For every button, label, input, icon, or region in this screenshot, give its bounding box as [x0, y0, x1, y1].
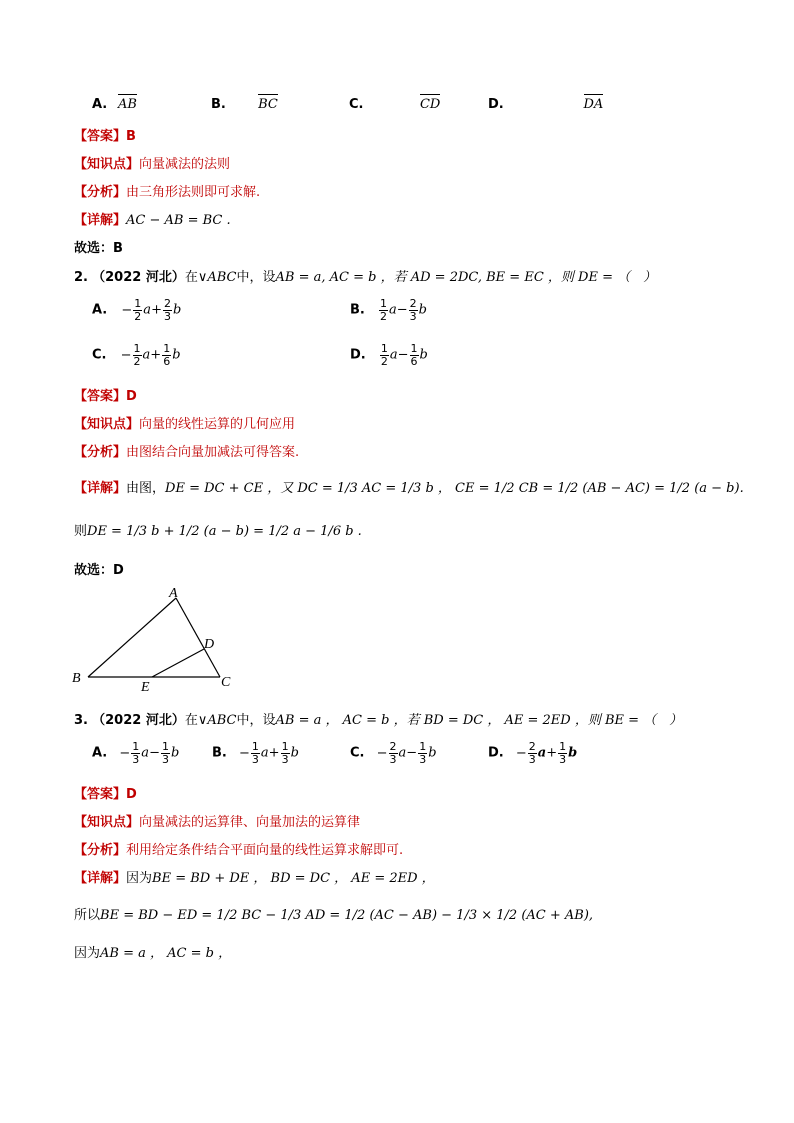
- q3-number: 3.: [74, 713, 88, 728]
- q2-then-label: 则: [74, 524, 88, 539]
- q1-choice-row: [74, 237, 123, 256]
- q3-option-d: [488, 741, 577, 765]
- q2-option-b: [350, 298, 427, 322]
- point-a-label: A: [169, 586, 178, 601]
- q1-analysis-row: [74, 181, 260, 200]
- q1-choice-label: 故选：: [74, 241, 114, 256]
- point-b-label: B: [72, 671, 81, 686]
- q1-detail-label: 【详解】: [74, 213, 127, 228]
- q3-option-a-var1: a: [141, 745, 150, 761]
- q3-option-c-coef2: $\frac{1}{3}$: [419, 740, 427, 766]
- q2-source: （2022 河北）: [92, 270, 185, 285]
- q3-detail-label: 【详解】: [74, 871, 127, 886]
- q2-stem-prefix: 在: [184, 270, 198, 285]
- segment-ed: [152, 649, 204, 677]
- q3-detail-line1: BE = BD + DE ， BD = DC ， AE = 2ED ，: [152, 871, 435, 886]
- point-c-label: C: [221, 675, 231, 690]
- q3-option-d-coef1: $\frac{2}{3}$: [528, 740, 536, 766]
- q3-detail-row-2: [74, 904, 593, 923]
- q3-option-a-sign2: −: [149, 745, 160, 761]
- q3-option-c: [350, 741, 437, 765]
- q2-triangle: ∨ABC: [197, 270, 237, 285]
- q1-option-a-expr: AB: [118, 97, 137, 112]
- q2-stem-mid: 中，设: [236, 270, 276, 285]
- q2-knowledge-label: 【知识点】: [74, 417, 140, 432]
- q2-option-d-coef2: $\frac{1}{6}$: [410, 342, 418, 368]
- q3-option-c-sign1: −: [376, 745, 388, 761]
- q2-option-d-sign2: −: [397, 347, 409, 363]
- q3-option-c-sign2: −: [406, 745, 418, 761]
- q3-option-b-sign2: +: [268, 745, 280, 761]
- q2-option-d-coef1: $\frac{1}{2}$: [380, 342, 388, 368]
- q3-stem-mid: 中，设: [236, 713, 276, 728]
- q1-option-a-letter: A.: [92, 97, 108, 112]
- q3-option-d-sign1: −: [515, 745, 527, 761]
- q3-option-a-coef1: $\frac{1}{3}$: [132, 740, 140, 766]
- q3-detail-line3: AB = a ， AC = b ，: [100, 946, 232, 961]
- q2-option-d-var1: a: [389, 347, 398, 363]
- q1-knowledge: 向量减法的法则: [139, 157, 231, 172]
- q3-stem-prefix: 在: [184, 713, 198, 728]
- q3-knowledge: 向量减法的运算律、向量加法的运算律: [139, 815, 361, 830]
- q1-option-d-letter: D.: [488, 97, 504, 112]
- q2-option-a-var2: b: [172, 302, 182, 318]
- q3-option-a-sign1: −: [119, 745, 131, 761]
- q3-detail-line2: BE = BD − ED = 1/2 BC − 1/3 AD = 1/2 (AC − AB) − 1/3 × 1/2 (AC + AB),: [100, 908, 594, 923]
- q3-option-b-var1: a: [260, 745, 269, 761]
- q2-choice: D: [113, 563, 124, 578]
- q2-answer: D: [126, 389, 137, 404]
- q3-option-d-coef2: $\frac{1}{3}$: [559, 740, 567, 766]
- triangle-figure: [68, 582, 248, 694]
- q1-answer: B: [126, 129, 136, 144]
- q3-option-a: [92, 741, 179, 765]
- q3-because: 因为: [126, 871, 153, 886]
- q2-option-c-sign2: +: [150, 347, 162, 363]
- q1-analysis-label: 【分析】: [74, 185, 127, 200]
- q3-option-c-letter: C.: [350, 745, 365, 761]
- q1-options: [92, 97, 692, 117]
- q3-analysis-row: [74, 839, 403, 858]
- q3-option-d-letter: D.: [488, 745, 504, 761]
- q2-option-a-sign2: +: [151, 302, 162, 318]
- q2-analysis-row: [74, 441, 299, 460]
- q2-detail-line1: DE = DC + CE ，又 DC = 1/3 AC = 1/3 b ， CE = 1/2 CB = 1/2 (AB − AC) = 1/2 (a − b).: [165, 481, 744, 496]
- q3-option-b-var2: b: [290, 745, 299, 761]
- q2-option-b-var2: b: [418, 302, 427, 318]
- q2-option-b-coef2: $\frac{2}{3}$: [409, 297, 417, 323]
- q1-answer-label: 【答案】: [74, 129, 127, 144]
- q2-option-c: [92, 343, 181, 367]
- q3-because-2: 因为: [74, 946, 101, 961]
- q3-answer: D: [126, 787, 137, 802]
- q2-option-d-letter: D.: [350, 347, 366, 363]
- q3-answer-label: 【答案】: [74, 787, 127, 802]
- q2-option-a-coef1: $\frac{1}{2}$: [134, 297, 142, 323]
- q2-option-c-letter: C.: [92, 347, 107, 363]
- q1-option-b-letter: B.: [211, 97, 226, 112]
- q2-option-c-coef2: $\frac{1}{6}$: [163, 342, 171, 368]
- q1-choice: B: [113, 241, 123, 256]
- q2-option-a: [92, 298, 181, 322]
- q3-option-b-sign1: −: [239, 745, 250, 761]
- q2-stem: [74, 266, 656, 285]
- q1-analysis: 由三角形法则即可求解.: [126, 185, 261, 200]
- q2-answer-row: [74, 385, 137, 404]
- q2-option-a-sign1: −: [121, 302, 133, 318]
- q2-option-d-var2: b: [419, 347, 428, 363]
- q3-answer-row: [74, 783, 137, 802]
- q3-option-b-coef2: $\frac{1}{3}$: [281, 740, 289, 766]
- q3-knowledge-label: 【知识点】: [74, 815, 140, 830]
- q3-option-c-var2: b: [428, 745, 437, 761]
- q2-option-d: [350, 343, 428, 367]
- q3-knowledge-row: [74, 811, 360, 830]
- q1-option-d-expr: DA: [583, 97, 604, 112]
- q3-option-b-coef1: $\frac{1}{3}$: [251, 740, 259, 766]
- q1-knowledge-row: [74, 153, 230, 172]
- q2-analysis: 由图结合向量加减法可得答案.: [126, 445, 300, 460]
- point-e-label: E: [141, 680, 150, 694]
- q1-option-c-expr: CD: [419, 97, 441, 112]
- q2-option-a-letter: A.: [92, 302, 108, 318]
- q2-detail-line2: DE = 1/3 b + 1/2 (a − b) = 1/2 a − 1/6 b .: [87, 524, 362, 539]
- q3-option-d-var1: a: [537, 745, 547, 761]
- q2-option-c-sign1: −: [120, 347, 132, 363]
- q3-option-c-var1: a: [398, 745, 407, 761]
- q2-detail-row-2: [74, 520, 362, 539]
- q1-detail: AC − AB = BC .: [126, 213, 231, 228]
- q3-option-d-sign2: +: [546, 745, 558, 761]
- q2-answer-label: 【答案】: [74, 389, 127, 404]
- q1-answer-row: [74, 125, 136, 144]
- q2-option-a-var1: a: [143, 302, 152, 318]
- q2-option-c-var2: b: [172, 347, 181, 363]
- q2-choice-label: 故选：: [74, 563, 114, 578]
- q3-option-b: [212, 741, 299, 765]
- q3-triangle: ∨ABC: [197, 713, 237, 728]
- q3-analysis-label: 【分析】: [74, 843, 127, 858]
- q2-conditions: AB = a, AC = b ，若 AD = 2DC, BE = EC ，则 DE = （ ）: [275, 270, 657, 285]
- q2-option-b-letter: B.: [350, 302, 365, 318]
- q2-choice-row: [74, 559, 124, 578]
- q2-option-b-var1: a: [389, 302, 397, 318]
- q1-detail-row: [74, 209, 231, 228]
- q2-option-c-coef1: $\frac{1}{2}$: [133, 342, 141, 368]
- q3-so-label: 所以: [74, 908, 101, 923]
- q1-option-c-letter: C.: [349, 97, 364, 112]
- q3-stem: [74, 709, 682, 728]
- point-d-label: D: [204, 637, 215, 652]
- q1-option-b-expr: BC: [258, 97, 278, 112]
- q2-knowledge: 向量的线性运算的几何应用: [139, 417, 296, 432]
- q3-detail-row: [74, 867, 435, 886]
- q3-option-c-coef1: $\frac{2}{3}$: [389, 740, 397, 766]
- q2-option-c-var1: a: [142, 347, 151, 363]
- q2-knowledge-row: [74, 413, 295, 432]
- q2-option-a-coef2: $\frac{2}{3}$: [163, 297, 171, 323]
- segment-ba: [88, 598, 176, 677]
- q3-conditions: AB = a ， AC = b ，若 BD = DC ， AE = 2ED ，则 BE = （ ）: [275, 713, 683, 728]
- q2-detail-row: [74, 477, 744, 496]
- q3-analysis: 利用给定条件结合平面向量的线性运算求解即可.: [126, 843, 404, 858]
- q3-source: （2022 河北）: [92, 713, 185, 728]
- q2-option-b-sign2: −: [396, 302, 408, 318]
- q2-analysis-label: 【分析】: [74, 445, 127, 460]
- q3-option-a-letter: A.: [92, 745, 108, 761]
- q2-detail-label: 【详解】: [74, 481, 127, 496]
- q3-option-d-var2: b: [568, 745, 578, 761]
- q1-knowledge-label: 【知识点】: [74, 157, 140, 172]
- q3-option-a-var2: b: [170, 745, 180, 761]
- q3-detail-row-3: [74, 942, 231, 961]
- q2-number: 2.: [74, 270, 88, 285]
- q3-option-a-coef2: $\frac{1}{3}$: [161, 740, 169, 766]
- q2-option-b-coef1: $\frac{1}{2}$: [380, 297, 387, 323]
- q2-detail-intro: 由图，: [126, 481, 166, 496]
- q3-option-b-letter: B.: [212, 745, 227, 761]
